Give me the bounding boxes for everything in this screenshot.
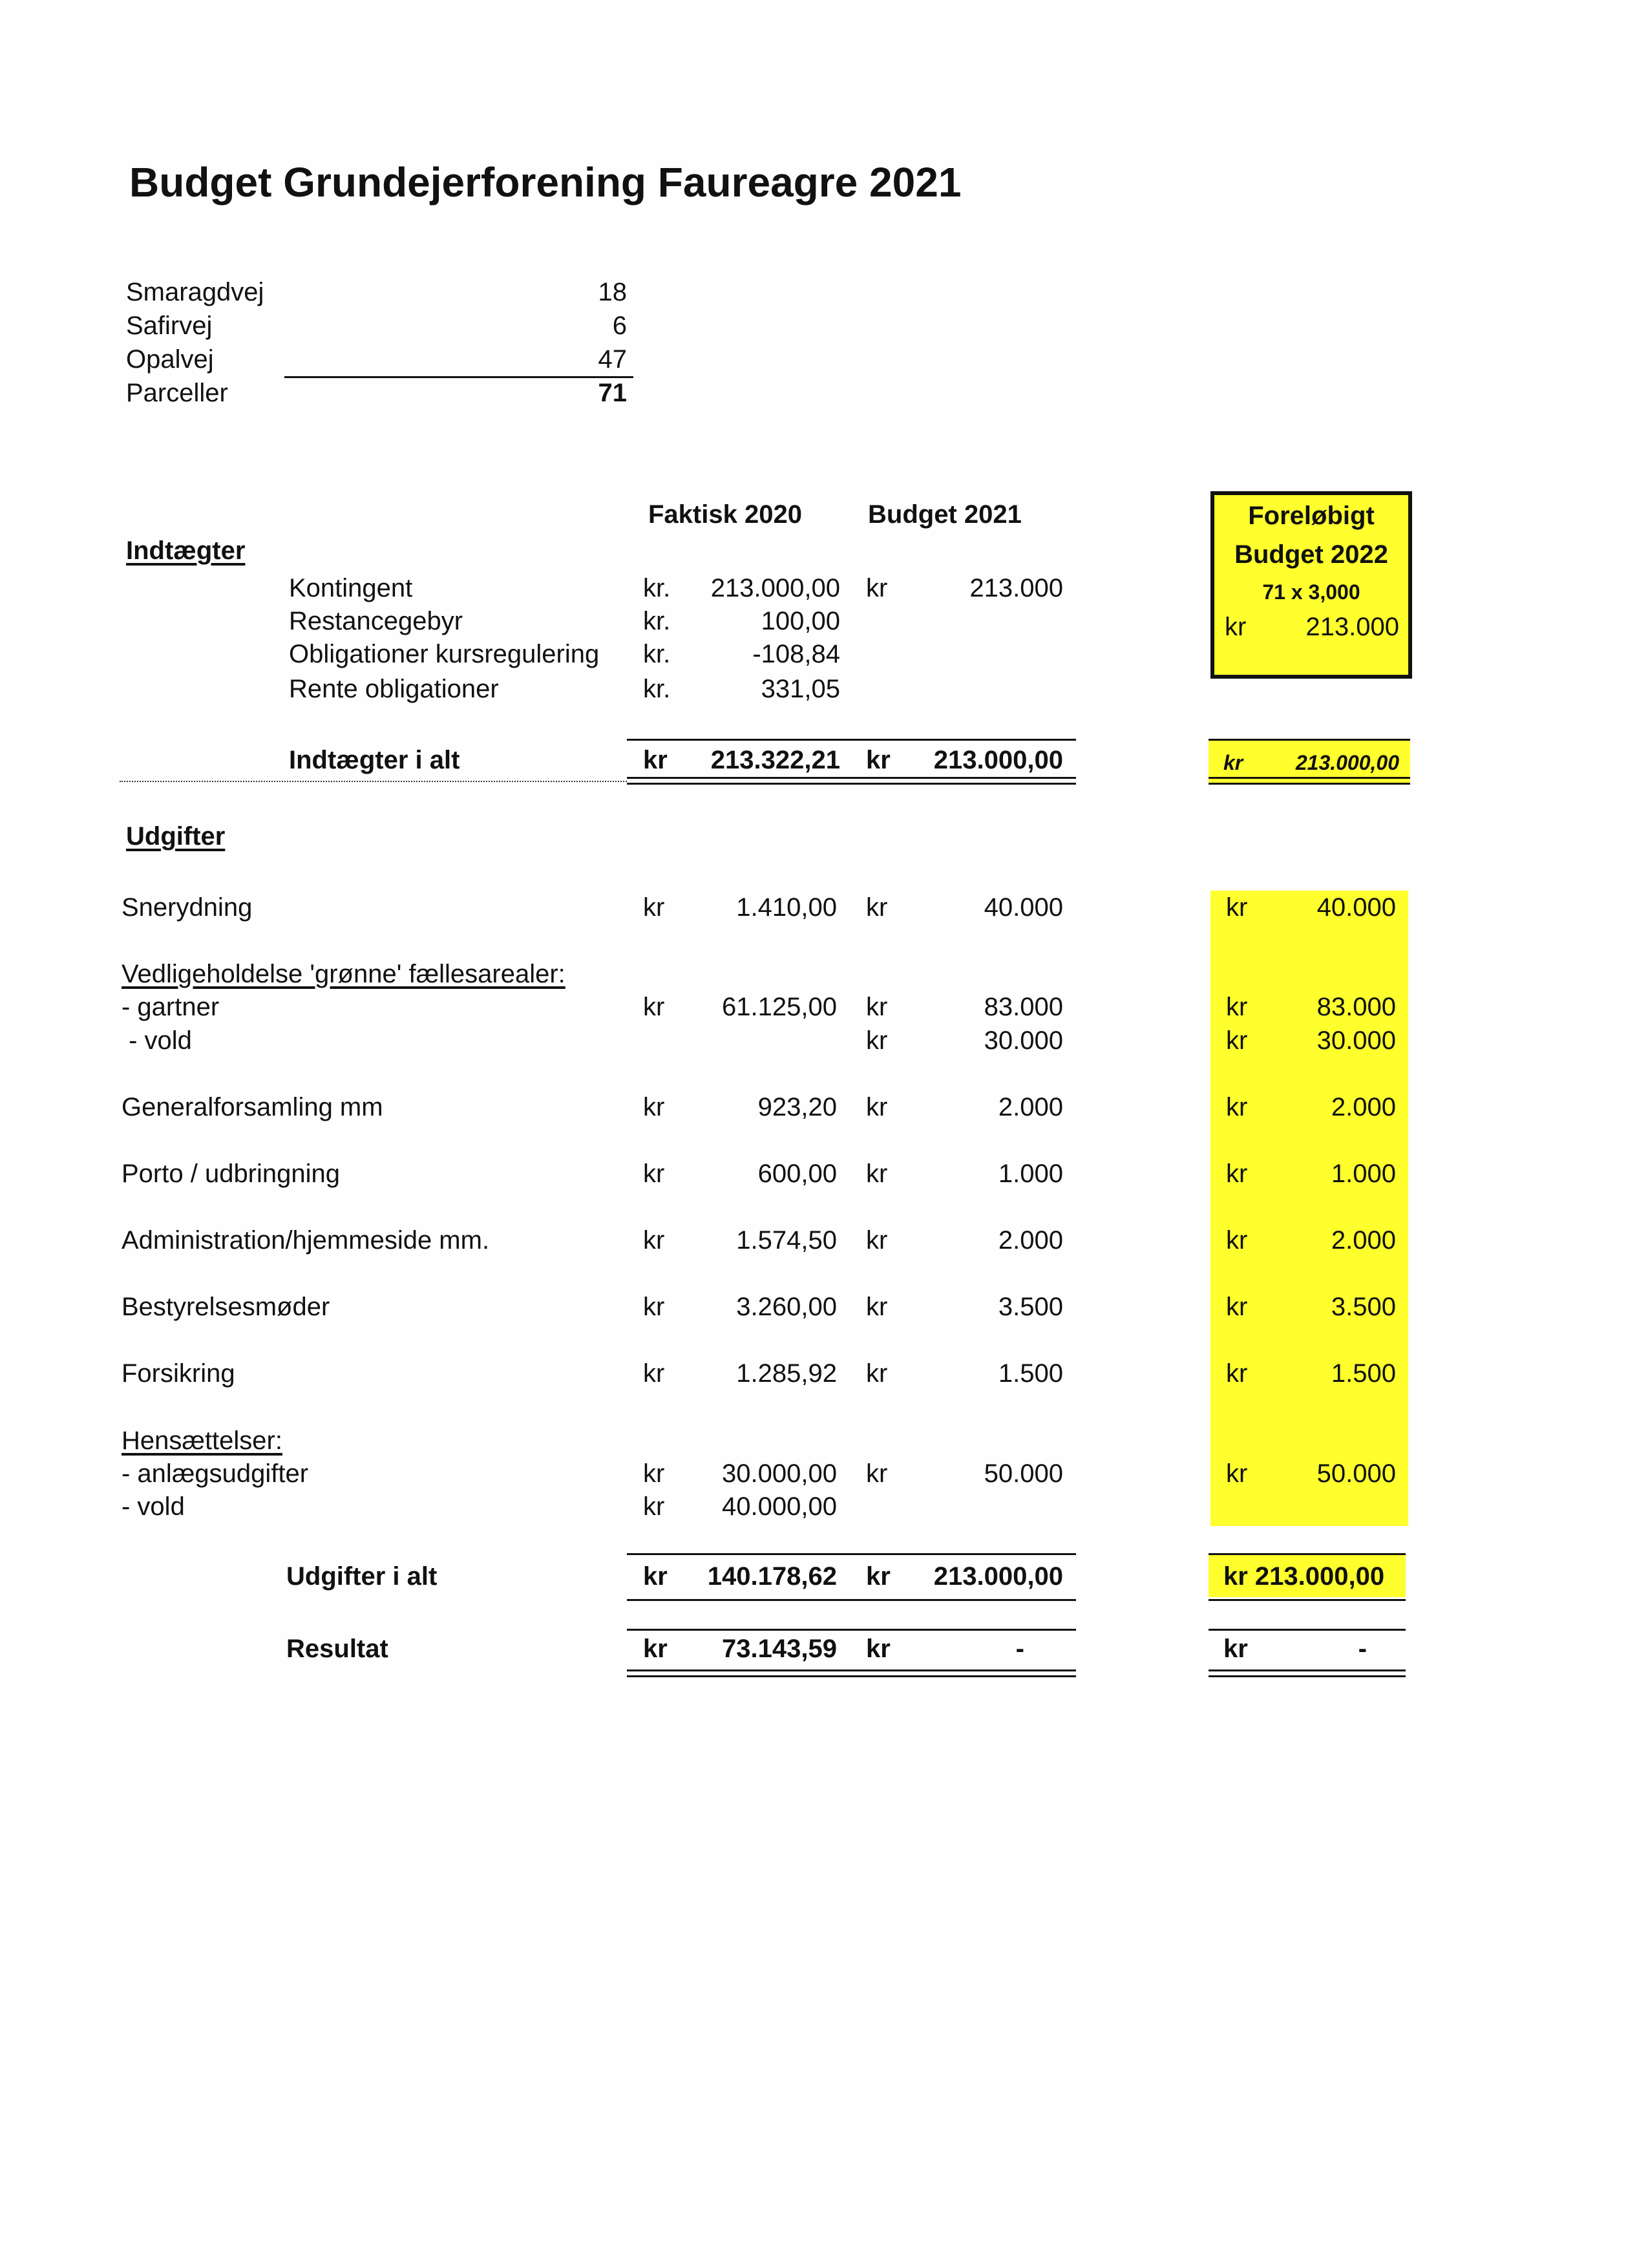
kr-label: kr bbox=[1226, 1459, 1248, 1488]
kr-label: kr bbox=[866, 1160, 888, 1188]
budget-value: 1.500 bbox=[998, 1359, 1063, 1388]
column-header-budget-2021: Budget 2021 bbox=[868, 500, 1022, 529]
kr-label: kr bbox=[643, 1492, 665, 1521]
kr-label: kr bbox=[1223, 751, 1243, 774]
income-heading: Indtægter bbox=[126, 536, 246, 565]
kr-label: kr bbox=[866, 1562, 891, 1591]
kr-label: kr bbox=[866, 1635, 891, 1663]
faktisk-value: 1.574,50 bbox=[736, 1226, 837, 1255]
faktisk-value: 100,00 bbox=[761, 607, 840, 635]
faktisk-value: 1.410,00 bbox=[736, 893, 837, 922]
kr-label: kr bbox=[1223, 1635, 1248, 1663]
kr-label: kr bbox=[866, 1359, 888, 1388]
kr-label: kr bbox=[643, 1160, 665, 1188]
faktisk-value: 1.285,92 bbox=[736, 1359, 837, 1388]
expense-row-label: Bestyrelsesmøder bbox=[121, 1293, 330, 1321]
expense-row-label: Snerydning bbox=[121, 893, 253, 922]
parcel-count: 6 bbox=[612, 312, 627, 340]
budget-2022-box bbox=[1210, 491, 1412, 679]
expense-row-label: Generalforsamling mm bbox=[121, 1093, 383, 1121]
budget-value: 50.000 bbox=[984, 1459, 1063, 1488]
income-total-top-line bbox=[627, 739, 1076, 741]
faktisk-value: 331,05 bbox=[761, 675, 840, 703]
kr-label: kr bbox=[1226, 1160, 1248, 1188]
expense-row-label: - anlægsudgifter bbox=[121, 1459, 309, 1488]
income-total-faktisk: 213.322,21 bbox=[710, 746, 840, 774]
expense-row-label: Administration/hjemmeside mm. bbox=[121, 1226, 490, 1255]
expense-row-label: - vold bbox=[121, 1026, 192, 1055]
budget-value: 83.000 bbox=[984, 993, 1063, 1021]
kr-label: kr bbox=[643, 1226, 665, 1255]
budget-value: 213.000 bbox=[969, 574, 1063, 602]
parcel-name: Opalvej bbox=[126, 345, 214, 374]
expenses-2022-bottom-line bbox=[1209, 1599, 1406, 1601]
expenses-total-top-line bbox=[627, 1553, 1076, 1555]
box-title-line1: Foreløbigt bbox=[1248, 502, 1375, 530]
expense-group-heading: Vedligeholdelse 'grønne' fællesarealer: bbox=[121, 960, 565, 988]
page-title: Budget Grundejerforening Faureagre 2021 bbox=[129, 159, 962, 206]
expense-row-label: Porto / udbringning bbox=[121, 1160, 341, 1188]
expenses-2022-top-line bbox=[1209, 1553, 1406, 1555]
parcels-total-label: Parceller bbox=[126, 379, 228, 407]
expenses-heading: Udgifter bbox=[126, 822, 226, 851]
kr-label: kr bbox=[866, 1226, 888, 1255]
budget-2022-value: 1.000 bbox=[1331, 1160, 1396, 1188]
kr-label: kr bbox=[643, 1459, 665, 1488]
kr-label: kr bbox=[1226, 1359, 1248, 1388]
kr-label: kr. bbox=[643, 574, 671, 602]
kr-label: kr bbox=[643, 1359, 665, 1388]
parcel-count: 47 bbox=[598, 345, 627, 374]
result-2022-double-line bbox=[1209, 1669, 1406, 1677]
budget-value: 3.500 bbox=[998, 1293, 1063, 1321]
income-row-label: Obligationer kursregulering bbox=[289, 640, 600, 668]
income-dotted-line bbox=[120, 781, 627, 782]
budget-2022-value: 1.500 bbox=[1331, 1359, 1396, 1388]
kr-label: kr bbox=[1226, 1293, 1248, 1321]
income-2022-top-line bbox=[1209, 739, 1410, 741]
expenses-total-budget: 213.000,00 bbox=[933, 1562, 1063, 1591]
budget-value: 2.000 bbox=[998, 1093, 1063, 1121]
kr-label: kr bbox=[866, 1293, 888, 1321]
box-formula: 71 x 3,000 bbox=[1262, 580, 1360, 604]
faktisk-value: 600,00 bbox=[757, 1160, 837, 1188]
kr-label: kr bbox=[643, 893, 665, 922]
kr-label: kr bbox=[1226, 893, 1248, 922]
faktisk-value: 213.000,00 bbox=[710, 574, 840, 602]
income-total-double-line bbox=[627, 777, 1076, 785]
result-top-line bbox=[627, 1629, 1076, 1631]
faktisk-value: 61.125,00 bbox=[722, 993, 837, 1021]
kr-label: kr bbox=[643, 1293, 665, 1321]
kr-label: kr. bbox=[643, 675, 671, 703]
result-budget: - bbox=[1015, 1635, 1024, 1663]
kr-label: kr bbox=[1226, 1093, 1248, 1121]
box-kr: kr bbox=[1225, 613, 1247, 641]
result-faktisk: 73.143,59 bbox=[722, 1635, 837, 1663]
expense-row-label: - vold bbox=[121, 1492, 185, 1521]
kr-label: kr. bbox=[643, 640, 671, 668]
budget-2022-expense-column bbox=[1210, 891, 1408, 1526]
expenses-total-bottom-line bbox=[627, 1599, 1076, 1601]
budget-value: 2.000 bbox=[998, 1226, 1063, 1255]
budget-2022-value: 3.500 bbox=[1331, 1293, 1396, 1321]
expense-row-label: - gartner bbox=[121, 993, 220, 1021]
faktisk-value: 30.000,00 bbox=[722, 1459, 837, 1488]
kr-label: kr bbox=[643, 1093, 665, 1121]
kr-label: kr bbox=[866, 1459, 888, 1488]
kr-label: kr bbox=[866, 1093, 888, 1121]
kr-label: kr bbox=[1226, 1026, 1248, 1055]
parcel-name: Smaragdvej bbox=[126, 278, 264, 306]
faktisk-value: 923,20 bbox=[757, 1093, 837, 1121]
expense-row-label: Forsikring bbox=[121, 1359, 235, 1388]
budget-2022-value: 30.000 bbox=[1316, 1026, 1396, 1055]
budget-2022-value: 83.000 bbox=[1316, 993, 1396, 1021]
budget-2022-value: 2.000 bbox=[1331, 1226, 1396, 1255]
kr-label: kr bbox=[866, 993, 888, 1021]
budget-2022-value: 50.000 bbox=[1316, 1459, 1396, 1488]
faktisk-value: 40.000,00 bbox=[722, 1492, 837, 1521]
income-row-label: Kontingent bbox=[289, 574, 413, 602]
kr-label: kr bbox=[866, 1026, 888, 1055]
result-label: Resultat bbox=[286, 1635, 388, 1663]
parcel-name: Safirvej bbox=[126, 312, 213, 340]
kr-label: kr bbox=[866, 893, 888, 922]
kr-label: kr bbox=[866, 746, 891, 774]
expenses-total-budget-2022: kr 213.000,00 bbox=[1223, 1562, 1385, 1591]
expenses-total-label: Udgifter i alt bbox=[286, 1562, 438, 1591]
kr-label: kr bbox=[643, 1635, 668, 1663]
income-total-budget: 213.000,00 bbox=[933, 746, 1063, 774]
income-row-label: Rente obligationer bbox=[289, 675, 499, 703]
income-total-budget-2022: 213.000,00 bbox=[1295, 751, 1399, 774]
parcel-count: 18 bbox=[598, 278, 627, 306]
faktisk-value: 3.260,00 bbox=[736, 1293, 837, 1321]
kr-label: kr bbox=[643, 1562, 668, 1591]
income-row-label: Restancegebyr bbox=[289, 607, 463, 635]
budget-value: 1.000 bbox=[998, 1160, 1063, 1188]
budget-2022-value: 40.000 bbox=[1316, 893, 1396, 922]
kr-label: kr bbox=[1226, 1226, 1248, 1255]
parcels-total-count: 71 bbox=[598, 379, 627, 407]
budget-value: 40.000 bbox=[984, 893, 1063, 922]
budget-value: 30.000 bbox=[984, 1026, 1063, 1055]
result-2022-top-line bbox=[1209, 1629, 1406, 1631]
faktisk-value: -108,84 bbox=[752, 640, 840, 668]
expenses-total-faktisk: 140.178,62 bbox=[707, 1562, 837, 1591]
result-double-line bbox=[627, 1669, 1076, 1677]
budget-2022-value: 2.000 bbox=[1331, 1093, 1396, 1121]
column-header-faktisk-2020: Faktisk 2020 bbox=[648, 500, 802, 529]
kr-label: kr bbox=[643, 993, 665, 1021]
result-budget-2022: - bbox=[1358, 1635, 1367, 1663]
kr-label: kr bbox=[1226, 993, 1248, 1021]
kr-label: kr. bbox=[643, 607, 671, 635]
expense-group-heading: Hensættelser: bbox=[121, 1426, 282, 1455]
income-2022-double-line bbox=[1209, 777, 1410, 785]
box-amount: 213.000 bbox=[1305, 613, 1399, 641]
kr-label: kr bbox=[643, 746, 668, 774]
kr-label: kr bbox=[866, 574, 888, 602]
income-total-label: Indtægter i alt bbox=[289, 746, 460, 774]
box-title-line2: Budget 2022 bbox=[1234, 540, 1388, 569]
